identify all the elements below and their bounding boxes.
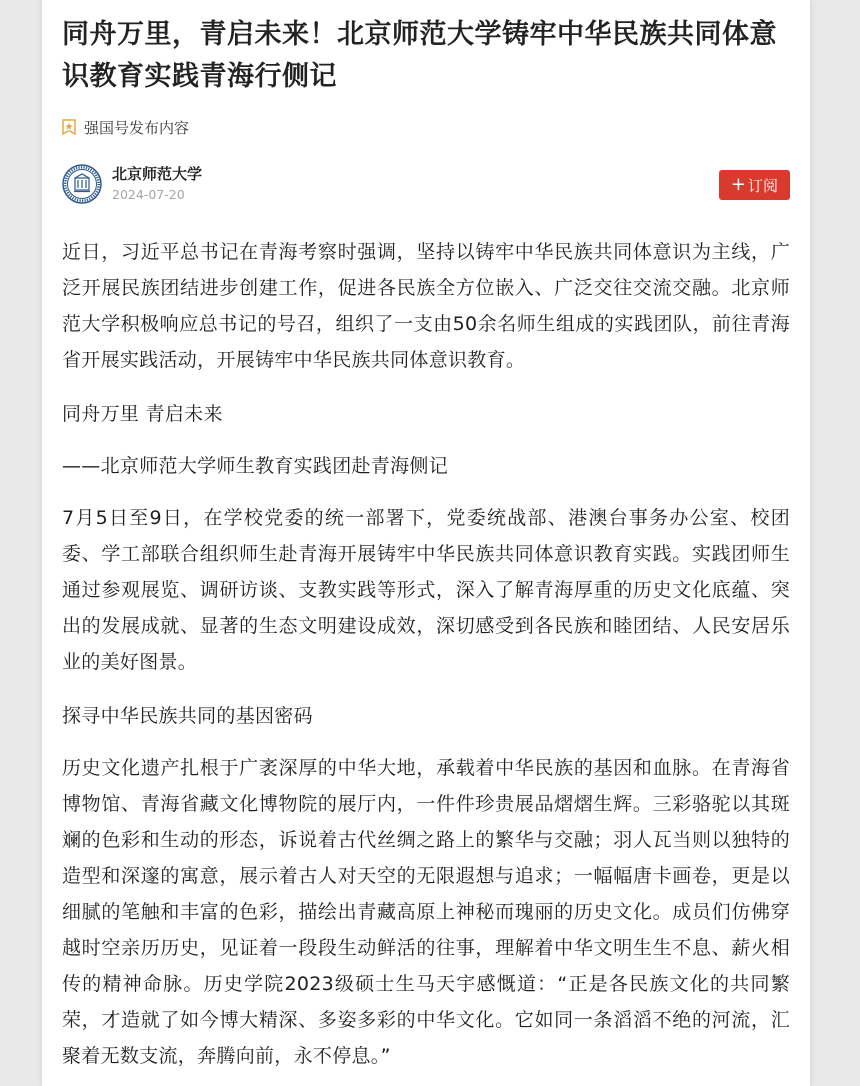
source-label: 强国号发布内容 xyxy=(84,118,190,137)
article-paragraph: 7月5日至9日，在学校党委的统一部署下，党委统战部、港澳台事务办公室、校团委、学工部联合组织师生赴青海开展铸牢中华民族共同体意识教育实践。实践团师生通过参观展览、调研访谈、支教实践等形式，深入了解青海厚重的历史文化底蕴、突出的发展成就、显著的生态文明建设成效，深切感受到各民族和睦团结、人民安居乐业的美好图景。 xyxy=(62,507,790,673)
section-subheading: ——北京师范大学师生教育实践团赴青海侧记 xyxy=(62,455,449,477)
article-page xyxy=(42,0,810,1086)
plus-icon: + xyxy=(730,174,746,195)
article-paragraph: 历史文化遗产扎根于广袤深厚的中华大地，承载着中华民族的基因和血脉。在青海省博物馆、青海省藏文化博物院的展厅内，一件件珍贵展品熠熠生辉。三彩骆驼以其斑斓的色彩和生动的形态，诉说着古代丝绸之路上的繁华与交融；羽人瓦当则以独特的造型和深邃的寓意，展示着古人对天空的无限遐想与追求；一幅幅唐卡画卷，更是以细腻的笔触和丰富的色彩，描绘出青藏高原上神秘而瑰丽的历史文化。成员们仿佛穿越时空亲历历史，见证着一段段生动鲜活的往事，理解着中华文明生生不息、薪火相传的精神命脉。历史学院2023级硕士生马天宇感慨道：“正是各民族文化的共同繁荣，才造就了如今博大精深、多姿多彩的中华文化。它如同一条滔滔不绝的河流，汇聚着无数支流，奔腾向前，永不停息。” xyxy=(62,757,790,1067)
subscribe-button[interactable] xyxy=(719,170,790,200)
publish-date: 2024-07-20 xyxy=(112,187,185,202)
badge-icon xyxy=(62,119,76,135)
article-body xyxy=(62,234,790,1074)
subscribe-label: 订阅 xyxy=(747,176,778,195)
author-name[interactable]: 北京师范大学 xyxy=(112,165,203,183)
source-row xyxy=(62,116,790,138)
article-paragraph: 近日，习近平总书记在青海考察时强调，坚持以铸牢中华民族共同体意识为主线，广泛开展民族团结进步创建工作，促进各民族全方位嵌入、广泛交往交流交融。北京师范大学积极响应总书记的号召，组织了一支由50余名师生组成的实践团队，前往青海省开展实践活动，开展铸牢中华民族共同体意识教育。 xyxy=(62,241,790,371)
article-title: 同舟万里，青启未来！北京师范大学铸牢中华民族共同体意识教育实践青海行侧记 xyxy=(62,19,777,92)
university-seal-icon[interactable] xyxy=(62,164,102,204)
section-heading: 探寻中华民族共同的基因密码 xyxy=(62,705,313,727)
author-row xyxy=(62,162,790,206)
section-heading: 同舟万里 青启未来 xyxy=(62,403,223,425)
author-meta xyxy=(112,164,202,204)
